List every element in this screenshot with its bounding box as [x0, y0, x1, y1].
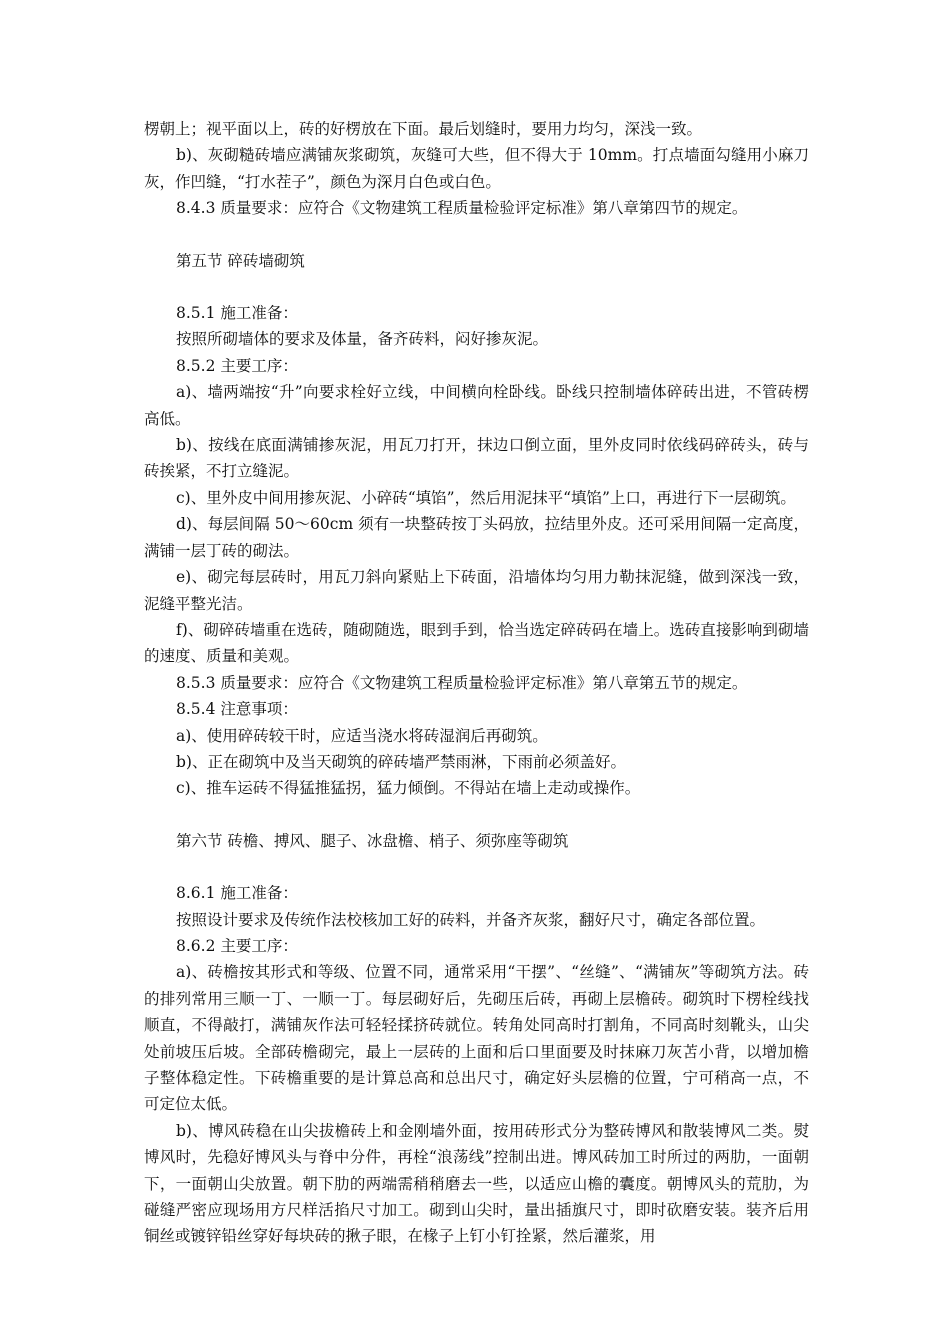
section-heading-6: 第六节 砖檐、搏风、腿子、冰盘檐、梢子、须弥座等砌筑 — [176, 831, 569, 850]
paragraph: b)、按线在底面满铺掺灰泥，用瓦刀打开，抹边口倒立面，里外皮同时依线码碎砖头，砖与砖挨紧，不打立缝泥。 — [144, 436, 809, 481]
paragraph: e)、砌完每层砖时，用瓦刀斜向紧贴上下砖面，沿墙体均匀用力勒抹泥缝，做到深浅一致，泥缝平整光洁。 — [144, 568, 809, 613]
paragraph: c)、推车运砖不得猛推猛拐，猛力倾倒。不得站在墙上走动或操作。 — [176, 779, 641, 798]
paragraph: 按照设计要求及传统作法校核加工好的砖料，并备齐灰浆，翻好尺寸，确定各部位置。 — [176, 910, 766, 929]
section-heading-5: 第五节 碎砖墙砌筑 — [176, 251, 305, 270]
spacer — [144, 222, 809, 248]
subsection-title: 8.5.1 施工准备： — [176, 304, 298, 323]
paragraph: b)、灰砌糙砖墙应满铺灰浆砌筑，灰缝可大些，但不得大于 10mm。打点墙面勾缝用小麻刀灰，作凹缝，“打水茬子”，颜色为深月白色或白色。 — [144, 146, 809, 191]
subsection-title: 8.5.4 注意事项： — [176, 700, 298, 719]
spacer — [144, 854, 809, 880]
paragraph: a)、墙两端按“升”向要求栓好立线，中间横向栓卧线。卧线只控制墙体碎砖出进，不管砖楞高低。 — [144, 383, 809, 428]
paragraph: 8.5.3 质量要求：应符合《文物建筑工程质量检验评定标准》第八章第五节的规定。 — [176, 673, 748, 692]
paragraph: f)、砌碎砖墙重在选砖，随砌随选，眼到手到，恰当选定碎砖码在墙上。选砖直接影响到砌墙的速度、质量和美观。 — [144, 620, 809, 666]
paragraph: b)、博风砖稳在山尖拔檐砖上和金刚墙外面，按用砖形式分为整砖博风和散装博风二类。熨博风时，先稳好博风头与脊中分件，再栓“浪荡线”控制出进。博风砖加工时所过的两肋，一面朝下，一面朝山尖放置。朝下肋的两端需稍稍磨去一些，以适应山檐的囊度。朝博风头的荒肋，为碰缝严密应现场用方尺样活掐尺寸加工。砌到山尖时，量出插旗尺寸，即时砍磨安装。装齐后用铜丝或镀锌铅丝穿好每块砖的揪子眼，在椽子上钉小钉拴紧，然后灌浆，用 — [144, 1121, 809, 1246]
spacer — [144, 802, 809, 828]
subsection-title: 8.6.2 主要工序： — [176, 936, 298, 955]
subsection-title: 8.6.1 施工准备： — [176, 884, 298, 903]
paragraph: b)、正在砌筑中及当天砌筑的碎砖墙严禁雨淋，下雨前必须盖好。 — [176, 752, 626, 771]
paragraph: c)、里外皮中间用掺灰泥、小碎砖“填馅”，然后用泥抹平“填馅”上口，再进行下一层砌筑。 — [176, 488, 796, 507]
paragraph: a)、使用碎砖较干时，应适当浇水将砖湿润后再砌筑。 — [176, 726, 548, 745]
paragraph: d)、每层间隔 50～60cm 须有一块整砖按丁头码放，拉结里外皮。还可采用间隔一定高度，满铺一层丁砖的砌法。 — [144, 515, 809, 560]
document-page — [144, 116, 809, 1250]
paragraph: 8.4.3 质量要求：应符合《文物建筑工程质量检验评定标准》第八章第四节的规定。 — [176, 199, 748, 218]
paragraph: 楞朝上；视平面以上，砖的好楞放在下面。最后划缝时，要用力均匀，深浅一致。 — [144, 120, 703, 138]
subsection-title: 8.5.2 主要工序： — [176, 356, 298, 375]
spacer — [144, 274, 809, 300]
paragraph: a)、砖檐按其形式和等级、位置不同，通常采用“干摆”、“丝缝”、“满铺灰”等砌筑方法。砖的排列常用三顺一丁、一顺一丁。每层砌好后，先砌压后砖，再砌上层檐砖。砌筑时下楞栓线找顺直，不得敲打，满铺灰作法可轻轻揉挤砖就位。转角处同高时打割角，不同高时刻靴头，山尖处前坡压后坡。全部砖檐砌完，最上一层砖的上面和后口里面要及时抹麻刀灰苫小背，以增加檐子整体稳定性。下砖檐重要的是计算总高和总出尺寸，确定好头层檐的位置，宁可稍高一点，不可定位太低。 — [144, 963, 809, 1114]
paragraph: 按照所砌墙体的要求及体量，备齐砖料，闷好掺灰泥。 — [176, 330, 549, 349]
